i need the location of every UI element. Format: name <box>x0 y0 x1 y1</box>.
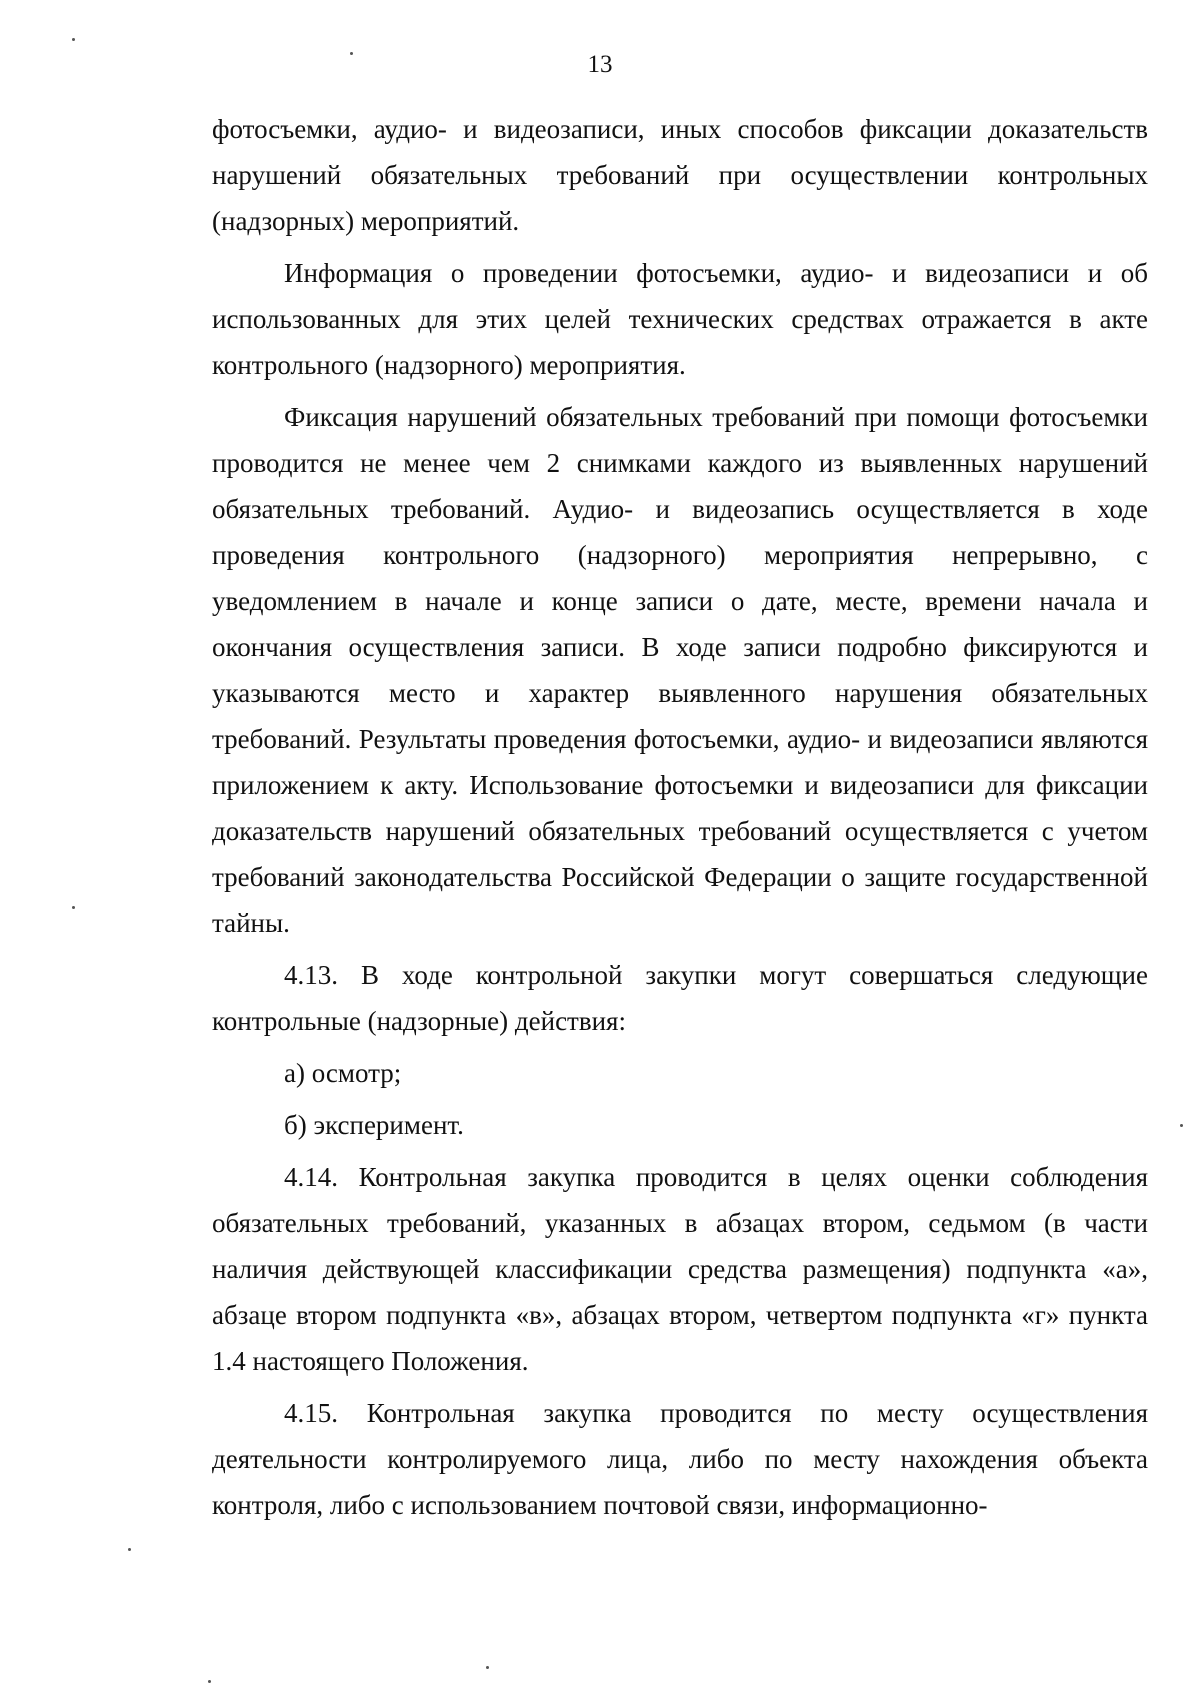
scan-speck <box>350 52 353 55</box>
scan-speck <box>208 1680 211 1683</box>
scan-speck <box>72 38 75 41</box>
page-number: 13 <box>587 51 613 78</box>
scan-speck <box>128 1548 131 1551</box>
paragraph-7: 4.14. Контрольная закупка проводится в целях оценки соблюдения обязательных требований, указанных в абзацах втором, седьмом (в части наличия действующей классификации средства размещения) подпункта «а», абзаце втором подпункта «в», абзацах втором, четвертом подпункта «г» пункта 1.4 настоящего Положения. <box>212 1162 1148 1376</box>
scan-speck <box>72 906 75 909</box>
paragraph-5: а) осмотр; <box>284 1058 402 1088</box>
paragraph-4: 4.13. В ходе контрольной закупки могут совершаться следующие контрольные (надзорные) действия: <box>212 960 1148 1036</box>
scan-speck <box>1180 1124 1183 1127</box>
document-body <box>212 106 1148 1528</box>
paragraph-3: Фиксация нарушений обязательных требований при помощи фотосъемки проводится не менее чем 2 снимками каждого из выявленных нарушений обязательных требований. Аудио- и видеозапись осуществляется в ходе проведения контрольного (надзорного) мероприятия непрерывно, с уведомлением в начале и конце записи о дате, месте, времени начала и окончания осуществления записи. В ходе записи подробно фиксируются и указываются место и характер выявленного нарушения обязательных требований. Результаты проведения фотосъемки, аудио- и видеозаписи являются приложением к акту. Использование фотосъемки и видеозаписи для фиксации доказательств нарушений обязательных требований осуществляется с учетом требований законодательства Российской Федерации о защите государственной тайны. <box>212 402 1148 938</box>
scan-speck <box>486 1666 489 1669</box>
paragraph-8: 4.15. Контрольная закупка проводится по месту осуществления деятельности контролируемого лица, либо по месту нахождения объекта контроля, либо с использованием почтовой связи, информационно- <box>212 1398 1148 1520</box>
paragraph-2: Информация о проведении фотосъемки, аудио- и видеозаписи и об использованных для этих целей технических средствах отражается в акте контрольного (надзорного) мероприятия. <box>212 258 1148 380</box>
paragraph-1: фотосъемки, аудио- и видеозаписи, иных способов фиксации доказательств нарушений обязательных требований при осуществлении контрольных (надзорных) мероприятий. <box>212 114 1148 236</box>
paragraph-6: б) эксперимент. <box>284 1110 464 1140</box>
